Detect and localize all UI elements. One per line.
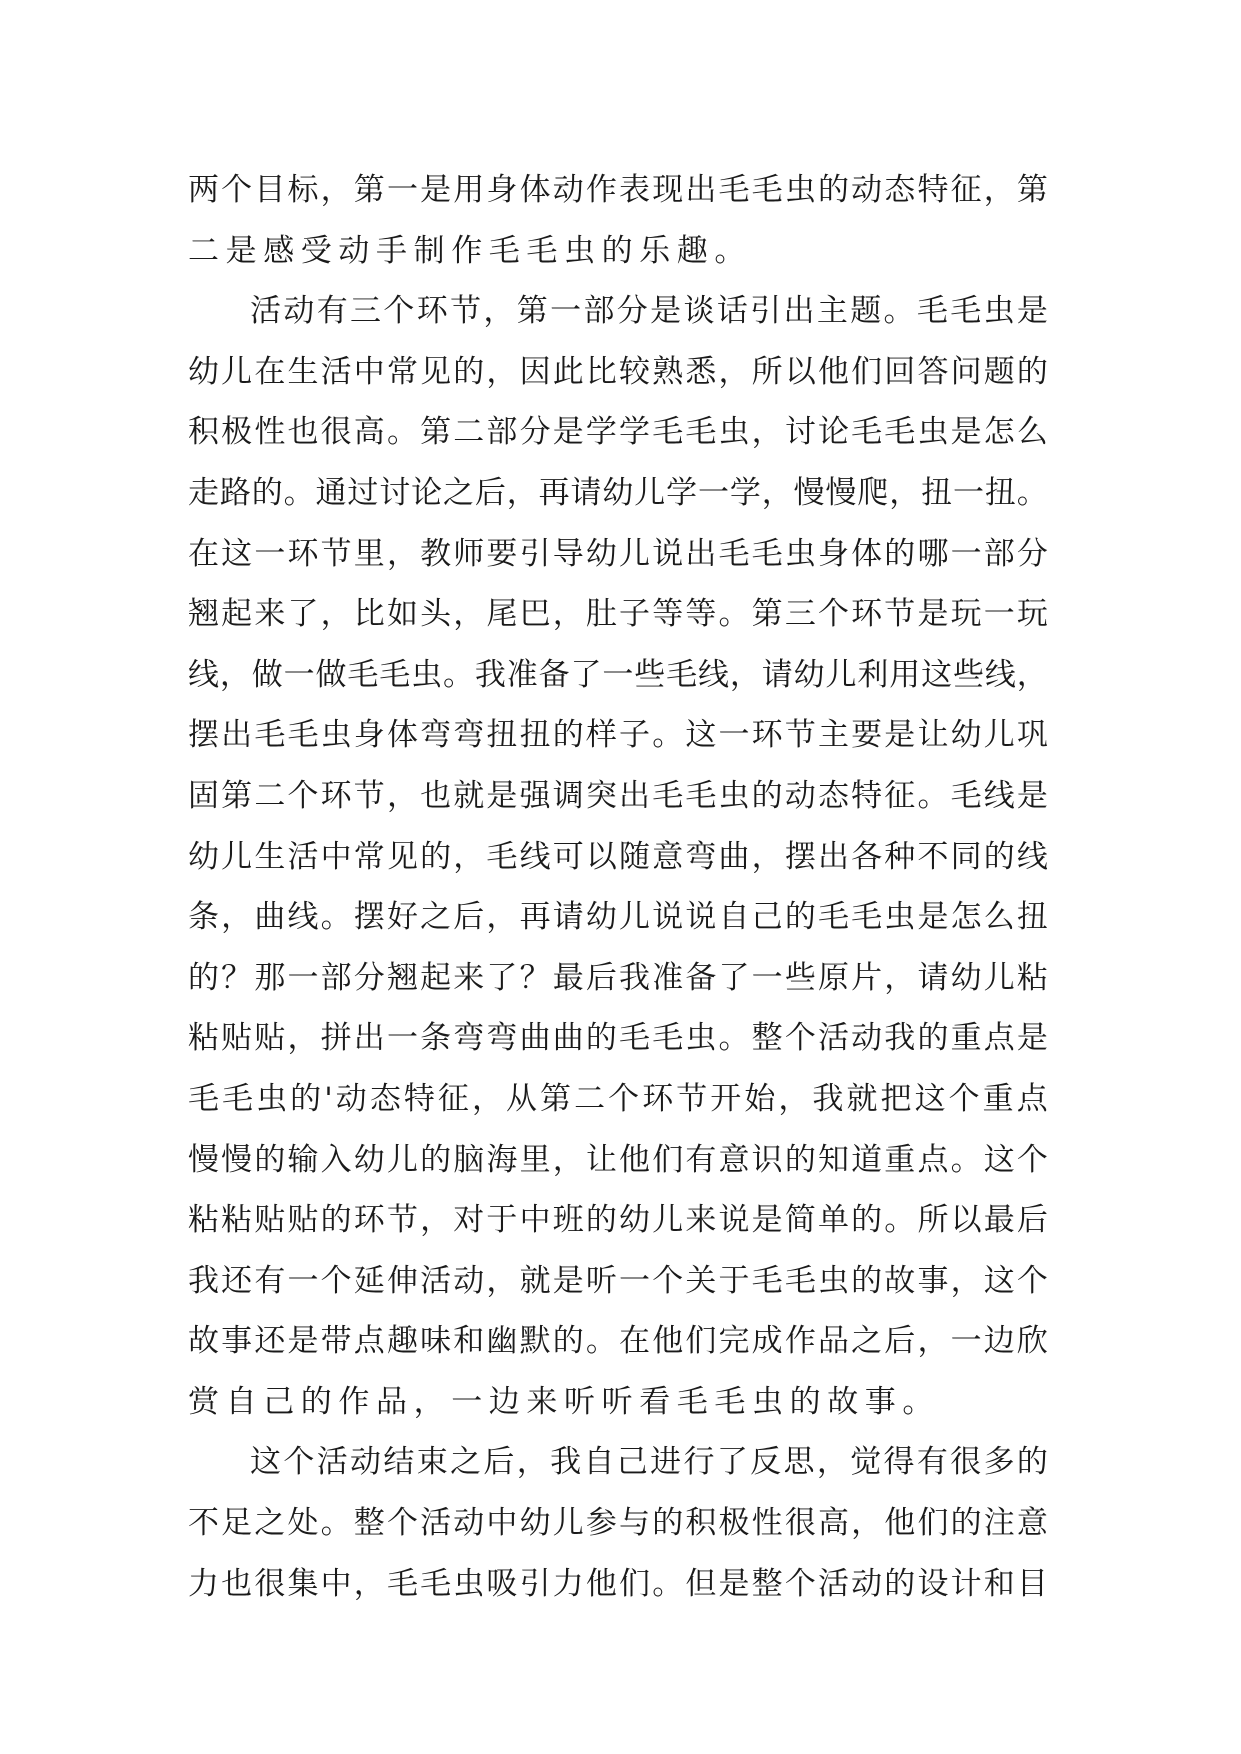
- text-line: 幼 儿 生 活 中 常 见 的 ， 毛 线 可 以 随 意 弯 曲 ， 摆 出 各 种 不 同 的 线: [188, 838, 1048, 875]
- text-line: 赏自己的作品，一边来听听看毛毛虫的故事。: [188, 1383, 940, 1420]
- text-line: 走 路 的 。 通 过 讨 论 之 后 ， 再 请 幼 儿 学 一 学 ， 慢 慢 爬 ， 扭 一 扭 。: [188, 474, 1048, 511]
- text-line: 摆 出 毛 毛 虫 身 体 弯 弯 扭 扭 的 样 子 。 这 一 环 节 主 要 是 让 幼 儿 巩: [188, 717, 1048, 754]
- text-line: 毛 毛 虫 的 ' 动 态 特 征 ， 从 第 二 个 环 节 开 始 ， 我 就 把 这 个 重 点: [188, 1080, 1048, 1117]
- text-line: 的 ？ 那 一 部 分 翘 起 来 了 ？ 最 后 我 准 备 了 一 些 原 片 ， 请 幼 儿 粘: [188, 959, 1048, 996]
- text-line: 积 极 性 也 很 高 。 第 二 部 分 是 学 学 毛 毛 虫 ， 讨 论 毛 毛 虫 是 怎 么: [188, 414, 1048, 451]
- text-line: 两 个 目 标 ， 第 一 是 用 身 体 动 作 表 现 出 毛 毛 虫 的 动 态 特 征 ， 第: [188, 172, 1048, 208]
- text-line: 粘 贴 贴 ， 拼 出 一 条 弯 弯 曲 曲 的 毛 毛 虫 。 整 个 活 动 我 的 重 点 是: [188, 1020, 1048, 1057]
- text-line: 这 个 活 动 结 束 之 后 ， 我 自 己 进 行 了 反 思 ， 觉 得 有 很 多 的: [250, 1444, 1048, 1481]
- text-line: 二是感受动手制作毛毛虫的乐趣。: [188, 232, 752, 269]
- text-line: 幼 儿 在 生 活 中 常 见 的 ， 因 此 比 较 熟 悉 ， 所 以 他 们 回 答 问 题 的: [188, 353, 1048, 390]
- text-line: 在 这 一 环 节 里 ， 教 师 要 引 导 幼 儿 说 出 毛 毛 虫 身 体 的 哪 一 部 分: [188, 535, 1048, 572]
- text-line: 条 ， 曲 线 。 摆 好 之 后 ， 再 请 幼 儿 说 说 自 己 的 毛 毛 虫 是 怎 么 扭: [188, 899, 1048, 936]
- text-line: 力 也 很 集 中 ， 毛 毛 虫 吸 引 力 他 们 。 但 是 整 个 活 动 的 设 计 和 目: [188, 1565, 1048, 1602]
- text-line: 翘 起 来 了 ， 比 如 头 ， 尾 巴 ， 肚 子 等 等 。 第 三 个 环 节 是 玩 一 玩: [188, 596, 1048, 633]
- text-line: 我 还 有 一 个 延 伸 活 动 ， 就 是 听 一 个 关 于 毛 毛 虫 的 故 事 ， 这 个: [188, 1262, 1048, 1299]
- text-line: 故 事 还 是 带 点 趣 味 和 幽 默 的 。 在 他 们 完 成 作 品 之 后 ， 一 边 欣: [188, 1323, 1048, 1360]
- text-line: 慢 慢 的 输 入 幼 儿 的 脑 海 里 ， 让 他 们 有 意 识 的 知 道 重 点 。 这 个: [188, 1141, 1048, 1178]
- text-line: 线 ， 做 一 做 毛 毛 虫 。 我 准 备 了 一 些 毛 线 ， 请 幼 儿 利 用 这 些 线 ，: [188, 656, 1048, 693]
- text-line: 固 第 二 个 环 节 ， 也 就 是 强 调 突 出 毛 毛 虫 的 动 态 特 征 。 毛 线 是: [188, 777, 1048, 814]
- text-line: 粘 粘 贴 贴 的 环 节 ， 对 于 中 班 的 幼 儿 来 说 是 简 单 的 。 所 以 最 后: [188, 1202, 1048, 1239]
- body-text: [188, 160, 1048, 1614]
- text-line: 活 动 有 三 个 环 节 ， 第 一 部 分 是 谈 话 引 出 主 题 。 毛 毛 虫 是: [250, 293, 1048, 330]
- text-line: 不 足 之 处 。 整 个 活 动 中 幼 儿 参 与 的 积 极 性 很 高 ， 他 们 的 注 意: [188, 1505, 1048, 1542]
